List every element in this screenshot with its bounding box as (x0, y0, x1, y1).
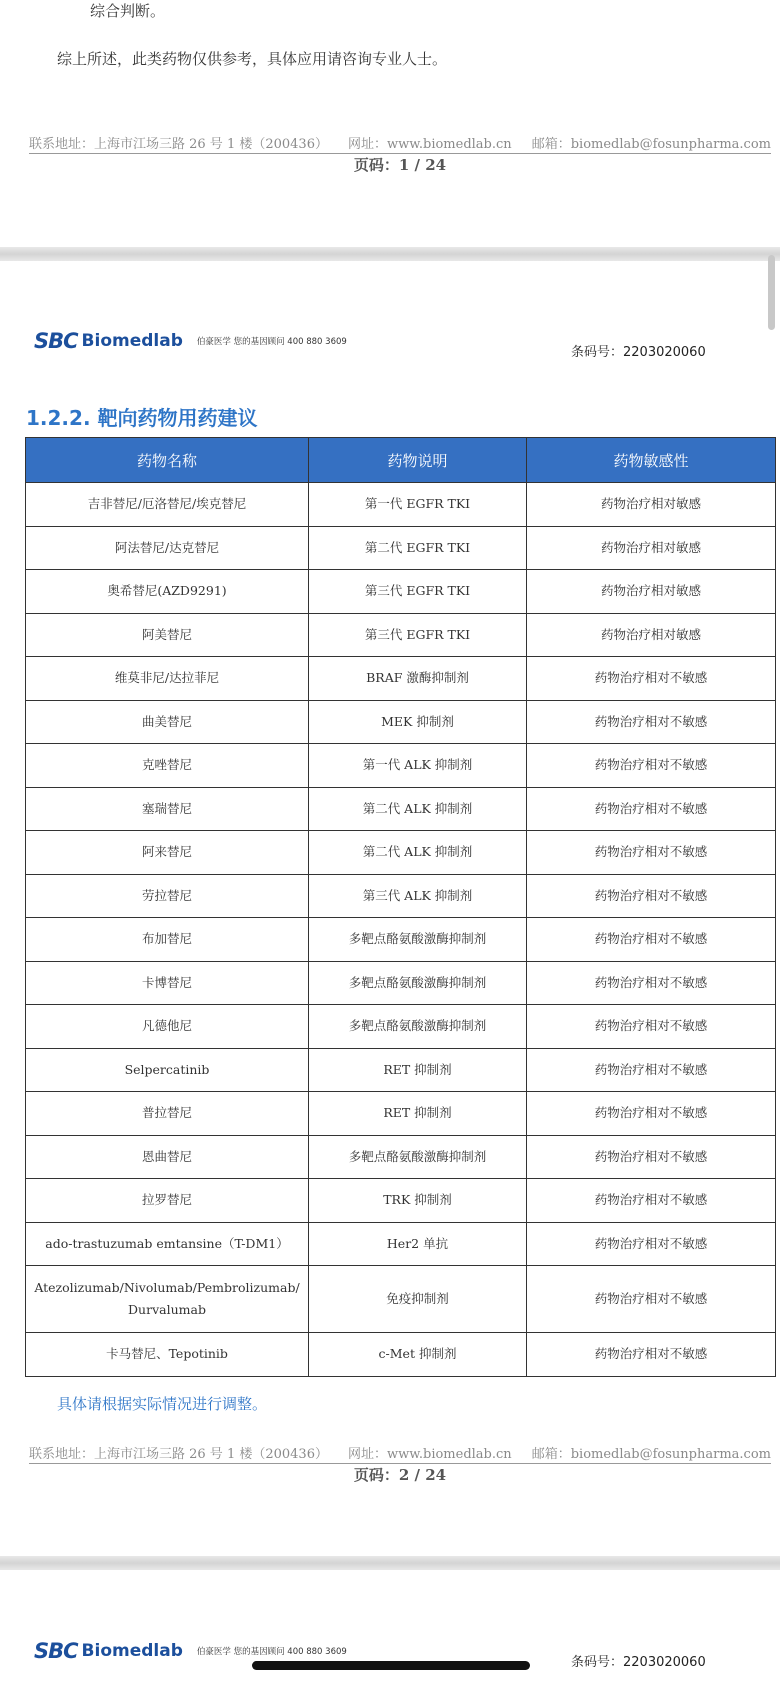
section-title: 1.2.2. 靶向药物用药建议 (26, 406, 258, 430)
drug-sensitivity: 药物治疗相对不敏感 (527, 1005, 776, 1049)
logo-name: Biomedlab (81, 1641, 183, 1661)
drug-sensitivity: 药物治疗相对敏感 (527, 526, 776, 570)
logo-tagline: 伯豪医学 您的基因顾问 400 880 3609 (196, 337, 347, 347)
drug-name: ado-trastuzumab emtansine（T-DM1） (26, 1222, 309, 1266)
drug-sensitivity: 药物治疗相对敏感 (527, 483, 776, 527)
drug-name: 塞瑞替尼 (26, 787, 309, 831)
table-row (26, 1266, 776, 1333)
drug-sensitivity: 药物治疗相对不敏感 (527, 831, 776, 875)
prev-page-summary: 综上所述，此类药物仅供参考，具体应用请咨询专业人士。 (57, 50, 448, 68)
drug-description: c-Met 抑制剂 (309, 1333, 527, 1377)
table-row (26, 1092, 776, 1136)
drug-sensitivity: 药物治疗相对不敏感 (527, 700, 776, 744)
drug-description: BRAF 激酶抑制剂 (309, 657, 527, 701)
table-row (26, 961, 776, 1005)
home-indicator[interactable] (252, 1661, 530, 1670)
drug-description: Her2 单抗 (309, 1222, 527, 1266)
drug-name: 阿美替尼 (26, 613, 309, 657)
logo-mark: SBC (34, 1639, 78, 1663)
footer-website: 网址：www.biomedlab.cn (348, 1447, 512, 1462)
table-row (26, 526, 776, 570)
table-row (26, 918, 776, 962)
drug-name: 卡马替尼、Tepotinib (26, 1333, 309, 1377)
drug-sensitivity: 药物治疗相对不敏感 (527, 1222, 776, 1266)
drug-description: RET 抑制剂 (309, 1092, 527, 1136)
drug-description: 第三代 EGFR TKI (309, 570, 527, 614)
drug-name: 阿法替尼/达克替尼 (26, 526, 309, 570)
footer-address: 联系地址：上海市江场三路 26 号 1 楼（200436） (29, 137, 328, 152)
drug-description: 第三代 ALK 抑制剂 (309, 874, 527, 918)
drug-description: 第一代 ALK 抑制剂 (309, 744, 527, 788)
table-row (26, 1005, 776, 1049)
drug-name: 克唑替尼 (26, 744, 309, 788)
drug-sensitivity: 药物治疗相对不敏感 (527, 1179, 776, 1223)
scrollbar-thumb[interactable] (768, 255, 775, 330)
header-drug-name: 药物名称 (26, 438, 309, 483)
drug-name: 劳拉替尼 (26, 874, 309, 918)
drug-sensitivity: 药物治疗相对不敏感 (527, 961, 776, 1005)
drug-sensitivity: 药物治疗相对不敏感 (527, 1135, 776, 1179)
drug-name: 维莫非尼/达拉菲尼 (26, 657, 309, 701)
table-row (26, 483, 776, 527)
page-separator (0, 247, 780, 261)
table-row (26, 1333, 776, 1377)
drug-name: 普拉替尼 (26, 1092, 309, 1136)
drug-sensitivity: 药物治疗相对不敏感 (527, 787, 776, 831)
drug-name: 布加替尼 (26, 918, 309, 962)
drug-sensitivity: 药物治疗相对不敏感 (527, 918, 776, 962)
header-drug-sensitivity: 药物敏感性 (527, 438, 776, 483)
page1-number: 页码：1 / 24 (353, 156, 447, 174)
table-row (26, 1048, 776, 1092)
footer-email: 邮箱：biomedlab@fosunpharma.com (531, 137, 771, 152)
table-row (26, 744, 776, 788)
table-row (26, 874, 776, 918)
drug-description: 第一代 EGFR TKI (309, 483, 527, 527)
page-separator (0, 1556, 780, 1570)
drug-description: 免疫抑制剂 (309, 1266, 527, 1333)
drug-description: 多靶点酪氨酸激酶抑制剂 (309, 918, 527, 962)
drug-name: 拉罗替尼 (26, 1179, 309, 1223)
drug-sensitivity: 药物治疗相对不敏感 (527, 657, 776, 701)
drug-sensitivity: 药物治疗相对敏感 (527, 613, 776, 657)
page1-footer (29, 133, 771, 154)
barcode-label: 条码号：2203020060 (571, 1655, 706, 1670)
drug-table (25, 437, 776, 1377)
drug-description: 第二代 EGFR TKI (309, 526, 527, 570)
drug-description: 多靶点酪氨酸激酶抑制剂 (309, 1005, 527, 1049)
table-row (26, 1135, 776, 1179)
footer-address: 联系地址：上海市江场三路 26 号 1 楼（200436） (29, 1447, 328, 1462)
adjustment-note: 具体请根据实际情况进行调整。 (57, 1395, 268, 1413)
drug-description: 多靶点酪氨酸激酶抑制剂 (309, 1135, 527, 1179)
drug-description: MEK 抑制剂 (309, 700, 527, 744)
table-header-row (26, 438, 776, 483)
table-row (26, 831, 776, 875)
drug-name: 凡德他尼 (26, 1005, 309, 1049)
logo-tagline: 伯豪医学 您的基因顾问 400 880 3609 (196, 1647, 347, 1657)
drug-sensitivity: 药物治疗相对不敏感 (527, 1048, 776, 1092)
header-drug-description: 药物说明 (309, 438, 527, 483)
drug-description: 第二代 ALK 抑制剂 (309, 787, 527, 831)
drug-name: 恩曲替尼 (26, 1135, 309, 1179)
drug-description: 第二代 ALK 抑制剂 (309, 831, 527, 875)
page2-number: 页码：2 / 24 (353, 1466, 447, 1484)
drug-sensitivity: 药物治疗相对不敏感 (527, 1266, 776, 1333)
page3-header (34, 1640, 347, 1662)
table-row (26, 1179, 776, 1223)
drug-sensitivity: 药物治疗相对不敏感 (527, 744, 776, 788)
page2-header (34, 330, 347, 352)
footer-email: 邮箱：biomedlab@fosunpharma.com (531, 1447, 771, 1462)
drug-description: RET 抑制剂 (309, 1048, 527, 1092)
drug-name: Selpercatinib (26, 1048, 309, 1092)
drug-name: Atezolizumab/Nivolumab/Pembrolizumab/Durvalumab (26, 1266, 309, 1333)
drug-name: 奥希替尼(AZD9291) (26, 570, 309, 614)
drug-sensitivity: 药物治疗相对敏感 (527, 570, 776, 614)
table-row (26, 657, 776, 701)
drug-name: 吉非替尼/厄洛替尼/埃克替尼 (26, 483, 309, 527)
page2-footer (29, 1443, 771, 1464)
footer-website: 网址：www.biomedlab.cn (348, 137, 512, 152)
table-row (26, 613, 776, 657)
logo-mark: SBC (34, 329, 78, 353)
drug-name: 卡博替尼 (26, 961, 309, 1005)
drug-sensitivity: 药物治疗相对不敏感 (527, 1092, 776, 1136)
table-row (26, 570, 776, 614)
drug-name: 曲美替尼 (26, 700, 309, 744)
table-row (26, 700, 776, 744)
table-row (26, 1222, 776, 1266)
prev-page-tail-text: 综合判断。 (90, 2, 166, 20)
drug-sensitivity: 药物治疗相对不敏感 (527, 874, 776, 918)
drug-description: 第三代 EGFR TKI (309, 613, 527, 657)
drug-sensitivity: 药物治疗相对不敏感 (527, 1333, 776, 1377)
logo-name: Biomedlab (81, 331, 183, 351)
drug-description: 多靶点酪氨酸激酶抑制剂 (309, 961, 527, 1005)
table-row (26, 787, 776, 831)
drug-name: 阿来替尼 (26, 831, 309, 875)
barcode-label: 条码号：2203020060 (571, 345, 706, 360)
drug-description: TRK 抑制剂 (309, 1179, 527, 1223)
